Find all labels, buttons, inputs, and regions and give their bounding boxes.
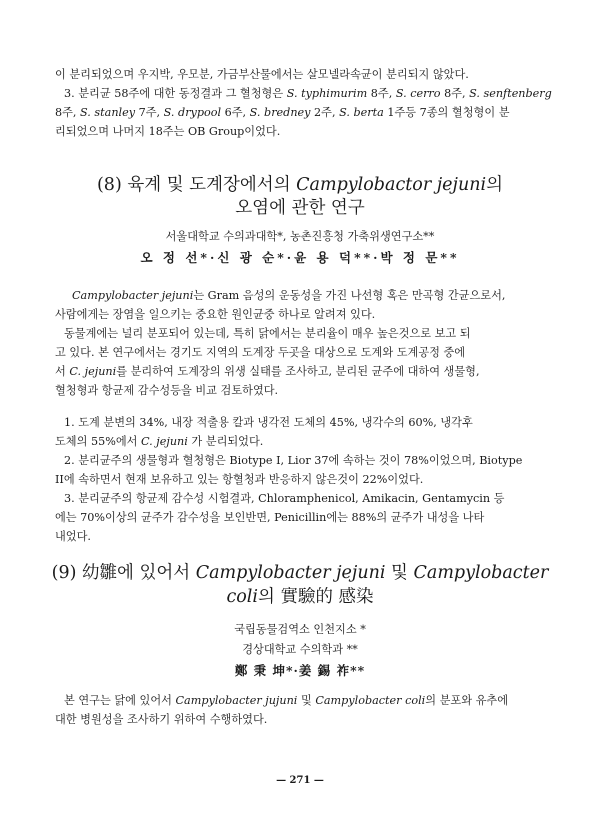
article-9-title-line2: coli의 實驗的 感染 (226, 587, 374, 607)
page-number: — 271 — (276, 775, 324, 786)
article-9-title-line1: (9) 幼雛에 있어서 Campylobacter jejuni 및 Campylobacter (51, 563, 549, 583)
result-line: 2. 분리균주의 생물형과 혈청형은 Biotype I, Lior 37에 속하는 것이 78%이었으며, Biotype (64, 454, 523, 467)
article-9-affiliation-2: 경상대학교 수의학과 ** (242, 643, 358, 656)
intro-line: 혈청형과 항균제 감수성등을 비교 검토하였다. (55, 384, 279, 397)
body-line: 본 연구는 닭에 있어서 Campylobacter jujuni 및 Campylobacter coli의 분포와 유추에 (64, 694, 508, 707)
body-line: 리되었으며 나머지 18주는 OB Group이었다. (55, 125, 281, 138)
body-line: 3. 분리균 58주에 대한 동정결과 그 혈청형은 S. typhimurim 8주, S. cerro 8주, S. senftenberg (64, 87, 552, 100)
result-line: 도체의 55%에서 C. jejuni 가 분리되었다. (55, 435, 264, 448)
result-line: II에 속하면서 현재 보유하고 있는 항혈청과 반응하지 않은것이 22%이었다. (55, 473, 424, 486)
intro-line: 고 있다. 본 연구에서는 경기도 지역의 도계장 두곳을 대상으로 도계와 도계공정 중에 (55, 346, 466, 359)
intro-line: 사람에게는 장염을 일으키는 중요한 원인균중 하나로 알려져 있다. (55, 308, 376, 321)
article-8-title-line1: (8) 육계 및 도계장에서의 Campylobactor jejuni의 (96, 175, 503, 195)
article-9-affiliation-1: 국립동물검역소 인천지소 * (234, 623, 366, 636)
intro-line: Campylobacter jejuni는 Gram 음성의 운동성을 가진 나선형 혹은 만곡형 간균으로서, (72, 289, 506, 302)
article-9-authors: 鄭 秉 坤*·姜 錫 祚** (234, 663, 366, 678)
intro-line: 동물계에는 널리 분포되어 있는데, 특히 닭에서는 분리율이 매우 높은것으로 보고 되 (64, 327, 471, 340)
article-8-title-line2: 오염에 관한 연구 (235, 198, 365, 218)
body-line: 8주, S. stanley 7주, S. drypool 6주, S. bredney 2주, S. berta 1주등 7종의 혈청형이 분 (55, 106, 510, 119)
result-line: 1. 도계 분변의 34%, 내장 적출용 칼과 냉각전 도체의 45%, 냉각수의 60%, 냉각후 (64, 416, 473, 429)
result-line: 내었다. (55, 530, 91, 543)
result-line: 에는 70%이상의 균주가 감수성을 보인반면, Penicillin에는 88%의 균주가 내성을 나타 (55, 511, 485, 524)
intro-line: 서 C. jejuni를 분리하여 도계장의 위생 실태를 조사하고, 분리된 균주에 대하여 생물형, (55, 365, 480, 378)
article-8-authors: 오 정 선*·신 광 순*·윤 용 덕**·박 정 문** (140, 250, 460, 265)
result-line: 3. 분리균주의 항균제 감수성 시험결과, Chloramphenicol, Amikacin, Gentamycin 등 (64, 492, 505, 505)
body-line: 대한 병원성을 조사하기 위하여 수행하였다. (55, 713, 268, 726)
article-8-affiliation: 서울대학교 수의과대학*, 농촌진흥청 가축위생연구소** (165, 230, 435, 243)
body-line: 이 분리되었으며 우지박, 우모분, 가금부산물에서는 살모넬라속균이 분리되지 않았다. (55, 68, 469, 81)
